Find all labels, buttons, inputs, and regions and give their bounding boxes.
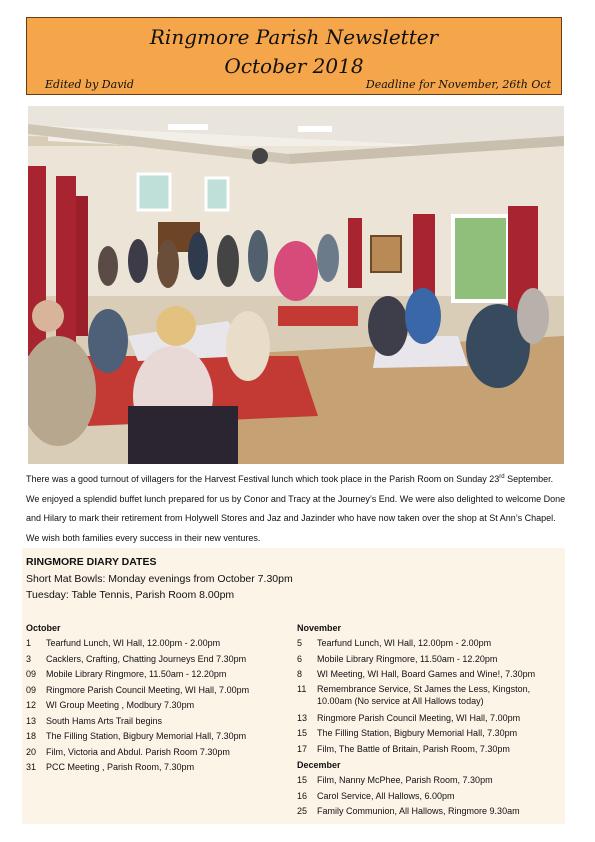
- diary-event-row: [297, 711, 565, 727]
- event-description: Ringmore Parish Council Meeting, WI Hall, 7.00pm: [46, 684, 250, 695]
- event-date: 11: [297, 683, 307, 694]
- diary-event-row: [26, 760, 296, 776]
- diary-event-row: [297, 773, 565, 789]
- diary-event-row: [26, 745, 296, 761]
- event-date: 15: [297, 775, 308, 785]
- event-description: Remembrance Service, St James the Less, Kingston, 10.00am (No service at All Hallows today): [317, 683, 531, 706]
- deadline-note: Deadline for November, 26th Oct: [365, 78, 551, 91]
- october-events: [26, 636, 296, 776]
- title-line-1: Ringmore Parish Newsletter: [149, 25, 439, 49]
- event-description: The Filling Station, Bigbury Memorial Hall, 7.30pm: [46, 731, 247, 741]
- diary-event-row: [26, 636, 296, 652]
- masthead: [26, 17, 562, 95]
- diary-event-row: [26, 714, 296, 730]
- event-description: Mobile Library Ringmore, 11.50am - 12.20pm: [317, 653, 498, 664]
- event-description: Mobile Library Ringmore, 11.50am - 12.20pm: [46, 669, 227, 679]
- diary-event-row: [297, 804, 565, 820]
- caption-text-a: There was a good turnout of villagers for the Harvest Festival lunch which took place in the Parish Room on Sunday 23: [26, 474, 500, 484]
- event-description: Film, Nanny McPhee, Parish Room, 7.30pm: [317, 775, 493, 785]
- month-heading-december: December: [297, 760, 341, 770]
- october-column: [26, 620, 296, 776]
- event-date: 5: [297, 638, 303, 648]
- event-date: 17: [297, 743, 308, 754]
- caption-superscript: rd: [499, 474, 505, 480]
- diary-event-row: [297, 726, 565, 742]
- diary-event-row: [26, 667, 296, 683]
- diary-event-row: [26, 683, 296, 699]
- event-description: Ringmore Parish Council Meeting, WI Hall, 7.00pm: [317, 712, 521, 723]
- diary-event-row: [297, 652, 565, 668]
- event-date: 12: [26, 700, 37, 710]
- event-description: Tearfund Lunch, WI Hall, 12.00pm - 2.00pm: [46, 638, 221, 648]
- event-description: Family Communion, All Hallows, Ringmore 9.30am: [317, 806, 520, 816]
- diary-event-row: [26, 729, 296, 745]
- photo-illustration: [28, 106, 564, 464]
- title-line-2: October 2018: [224, 54, 364, 78]
- diary-tennis-line: Tuesday: Table Tennis, Parish Room 8.00pm: [26, 589, 235, 601]
- event-date: 20: [26, 746, 37, 757]
- november-events: [297, 636, 565, 757]
- month-heading-october: October: [26, 623, 61, 633]
- event-description: Tearfund Lunch, WI Hall, 12.00pm - 2.00pm: [317, 638, 492, 648]
- diary-event-row: [297, 789, 565, 805]
- event-date: 8: [297, 669, 303, 679]
- photo-caption: [26, 468, 566, 548]
- caption-text-b: September. We enjoyed a splendid buffet lunch prepared for us by Conor and Tracy at the Journey’s End. We were also delighted to welcome Done and Hilary to mark their retirement from Holywell Stores and Jaz and Jazinder who have now taken over the shop at St Ann’s Chapel. We wish both families every success in their new ventures.: [26, 474, 566, 543]
- diary-title: RINGMORE DIARY DATES: [26, 556, 157, 568]
- event-date: 3: [26, 653, 32, 664]
- event-date: 15: [297, 728, 308, 738]
- diary-event-row: [297, 742, 565, 758]
- month-heading-november: November: [297, 623, 342, 633]
- diary-event-row: [26, 652, 296, 668]
- event-description: Cacklers, Crafting, Chatting Journeys End 7.30pm: [46, 653, 247, 664]
- harvest-lunch-photo: [28, 106, 564, 464]
- editor-credit: Edited by David: [45, 78, 134, 91]
- event-date: 09: [26, 684, 37, 695]
- event-description: South Hams Arts Trail begins: [46, 715, 163, 726]
- event-date: 18: [26, 731, 37, 741]
- diary-event-row: [26, 698, 296, 714]
- event-description: PCC Meeting , Parish Room, 7.30pm: [46, 762, 195, 772]
- diary-event-row: [297, 667, 565, 683]
- event-date: 25: [297, 806, 308, 816]
- event-date: 31: [26, 762, 37, 772]
- diary-dates-panel: [22, 548, 565, 824]
- event-description: WI Group Meeting , Modbury 7.30pm: [46, 700, 195, 710]
- diary-bowls-line: Short Mat Bowls: Monday evenings from October 7.30pm: [26, 573, 293, 585]
- event-description: Film, Victoria and Abdul. Parish Room 7.30pm: [46, 746, 230, 757]
- event-description: WI Meeting, WI Hall, Board Games and Wine!, 7.30pm: [317, 669, 536, 679]
- event-date: 13: [297, 712, 308, 723]
- newsletter-title: [27, 23, 561, 81]
- nov-dec-column: [297, 620, 565, 820]
- event-date: 13: [26, 715, 37, 726]
- event-date: 6: [297, 653, 303, 664]
- event-description: The Filling Station, Bigbury Memorial Hall, 7.30pm: [317, 728, 518, 738]
- event-date: 1: [26, 638, 32, 648]
- diary-event-row: [297, 636, 565, 652]
- event-date: 09: [26, 669, 37, 679]
- december-events: [297, 773, 565, 820]
- event-date: 16: [297, 790, 308, 801]
- event-description: Carol Service, All Hallows, 6.00pm: [317, 790, 455, 801]
- event-description: Film, The Battle of Britain, Parish Room, 7.30pm: [317, 743, 510, 754]
- diary-event-row: [297, 683, 565, 708]
